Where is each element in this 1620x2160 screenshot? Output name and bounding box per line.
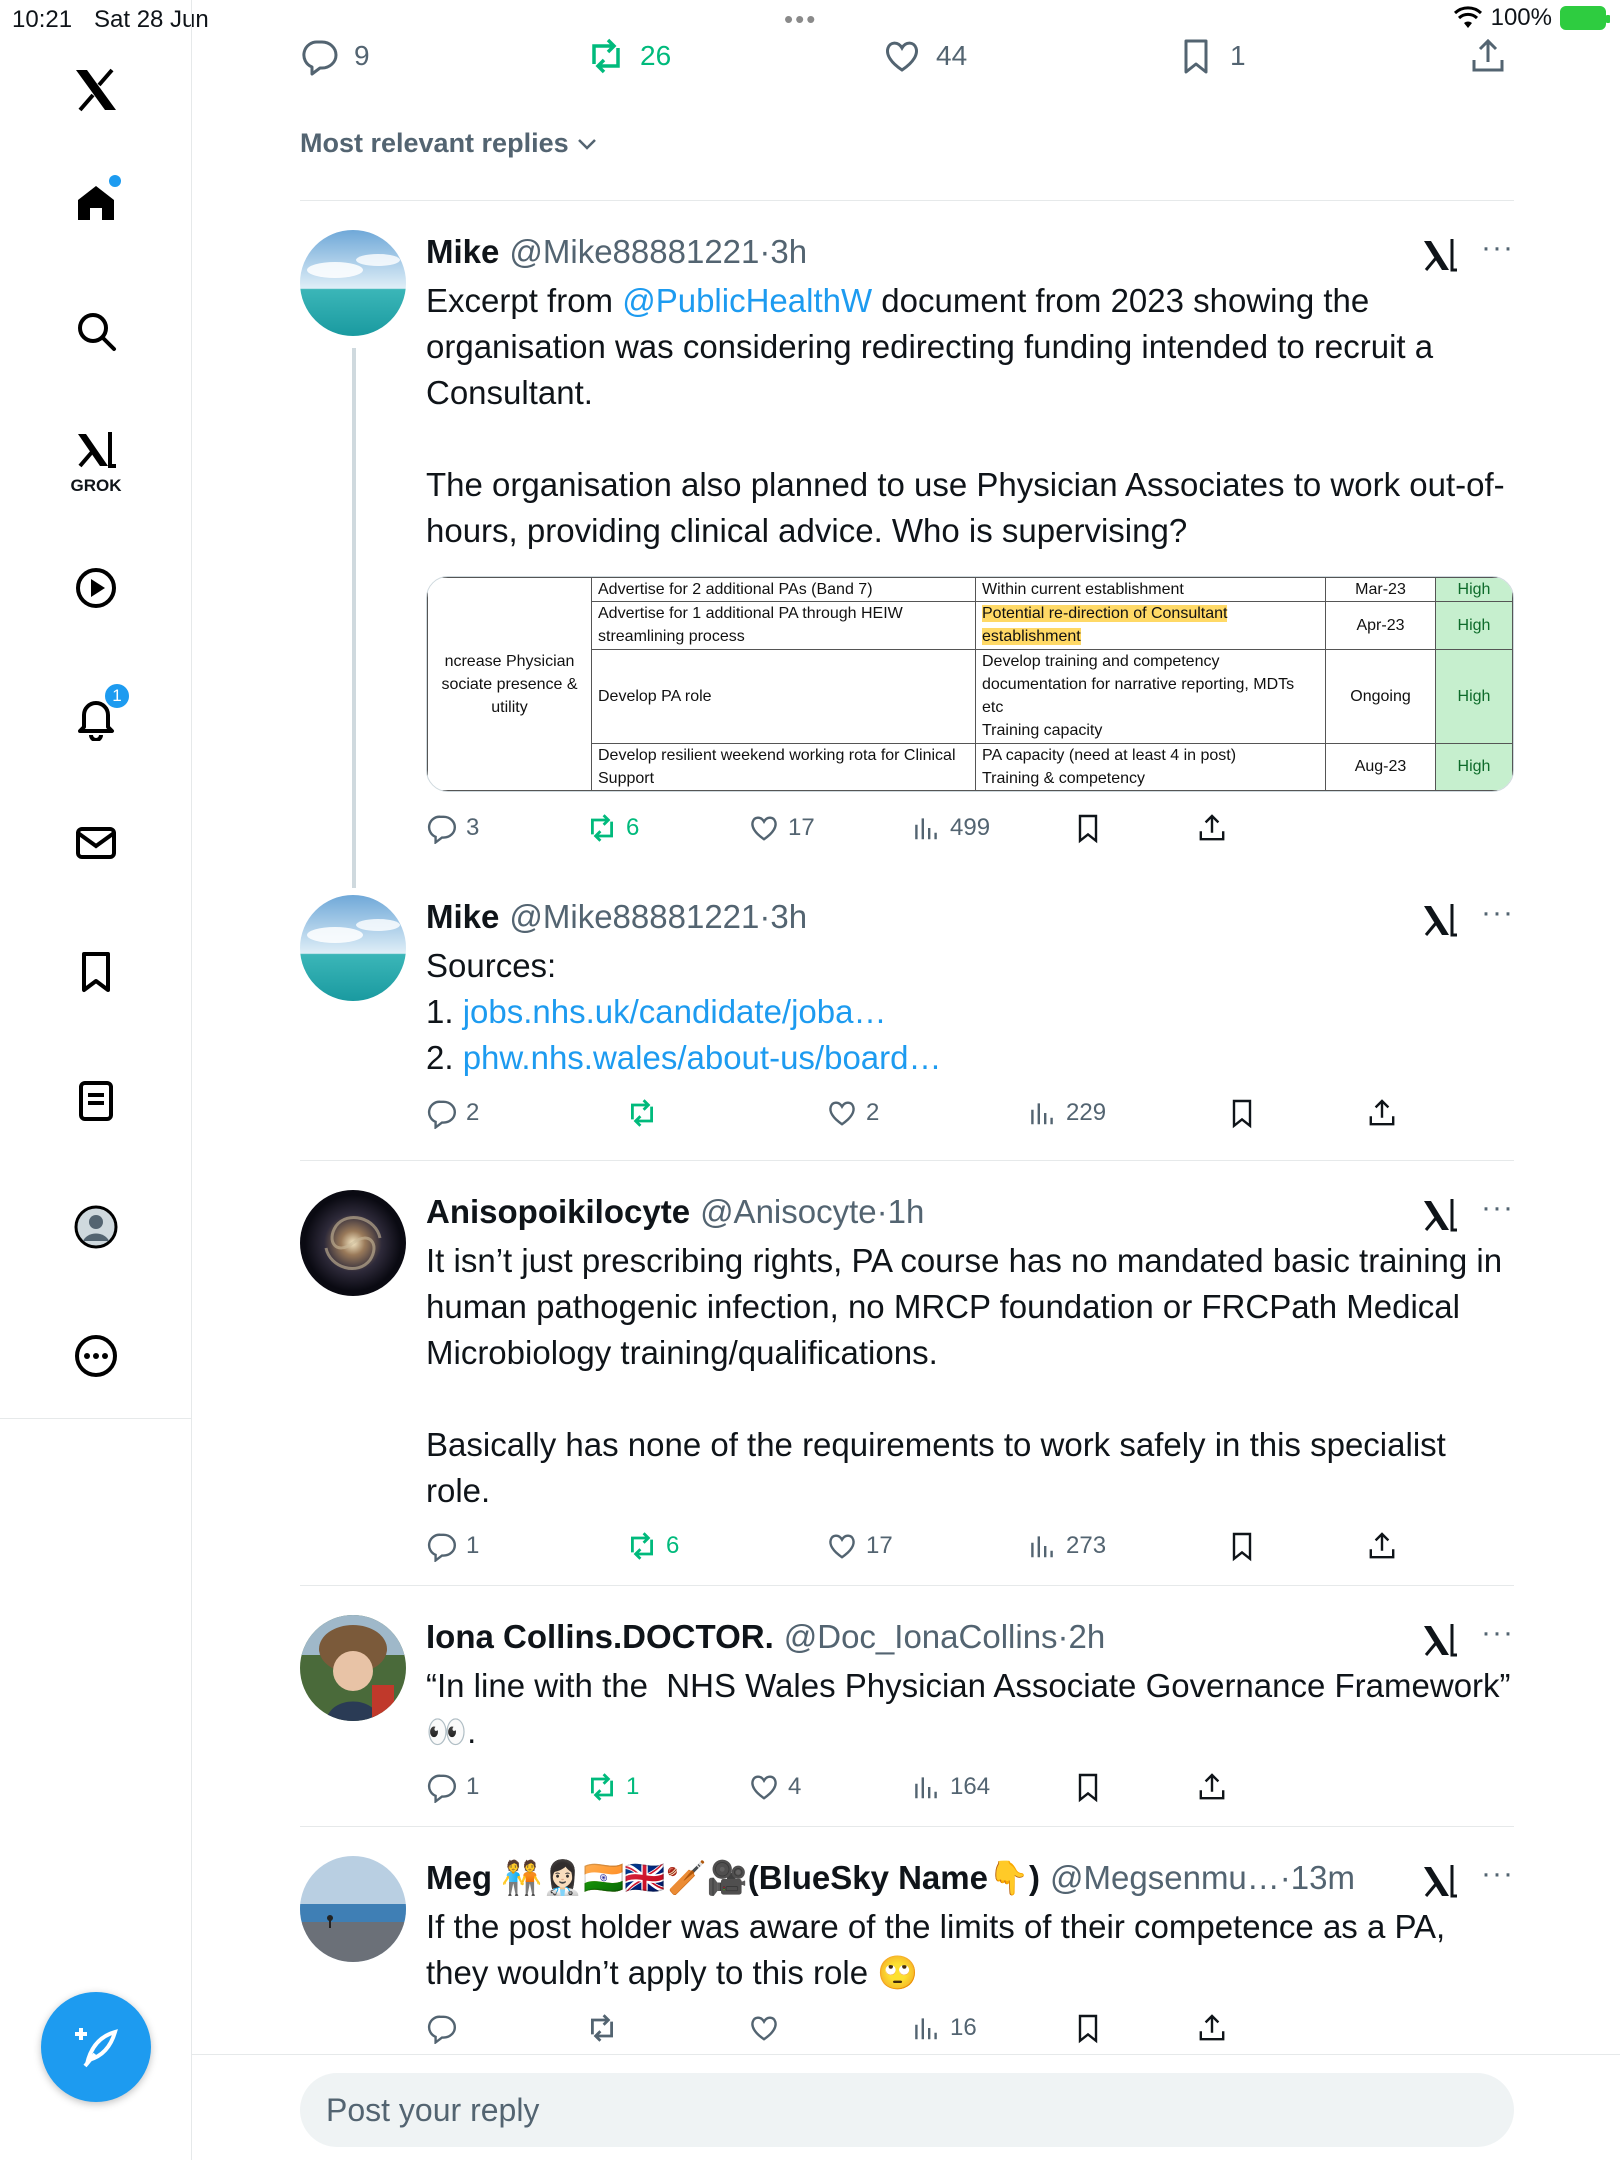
like-button[interactable] xyxy=(826,1097,879,1129)
table-cell: Mar-23 xyxy=(1326,578,1436,602)
reply-button[interactable] xyxy=(426,812,479,844)
post-text xyxy=(426,943,1514,1081)
post-header-icons xyxy=(1421,1191,1514,1234)
author-handle[interactable]: @Mike88881221 xyxy=(509,233,760,270)
post-text-part: Excerpt from xyxy=(426,282,623,319)
like-count: 4 xyxy=(788,1773,802,1800)
author-handle[interactable]: @Megsenmu… xyxy=(1050,1859,1280,1896)
reply-bar xyxy=(192,2054,1620,2160)
repost-icon xyxy=(586,2012,618,2044)
separator xyxy=(300,1160,1514,1161)
table-cell-group: ncrease Physician sociate presence & utility xyxy=(428,578,592,791)
separator xyxy=(300,200,1514,201)
table-cell-priority: High xyxy=(1436,602,1513,649)
more-options-icon[interactable]: ··· xyxy=(1481,1616,1514,1649)
sort-replies-dropdown[interactable] xyxy=(300,128,599,159)
heart-icon xyxy=(826,1530,858,1562)
multitask-dots[interactable]: ••• xyxy=(784,4,818,34)
author-name[interactable]: Mike xyxy=(426,898,500,935)
post-actions xyxy=(426,1771,1514,1817)
status-bar xyxy=(0,0,1620,40)
grok-icon[interactable] xyxy=(61,415,131,485)
share-button[interactable] xyxy=(1366,1097,1398,1129)
sidebar-divider xyxy=(0,1418,192,1419)
reply-count: 2 xyxy=(466,1099,480,1126)
wifi-icon xyxy=(1453,6,1483,30)
like-button[interactable] xyxy=(826,1530,893,1562)
post-header xyxy=(426,230,1514,274)
view-count: 16 xyxy=(950,2014,977,2041)
more-options-icon[interactable]: ··· xyxy=(1481,231,1514,264)
battery-icon xyxy=(1560,6,1606,30)
repost-icon xyxy=(586,812,618,844)
reply-button[interactable] xyxy=(426,1097,479,1129)
source-link[interactable]: jobs.nhs.uk/candidate/joba… xyxy=(462,993,887,1030)
table-cell-highlighted xyxy=(976,602,1326,649)
source-number: 1. xyxy=(426,993,463,1030)
post-header xyxy=(426,1190,1514,1234)
repost-button[interactable] xyxy=(586,812,639,844)
main-share-button[interactable] xyxy=(1468,36,1508,76)
post-header xyxy=(426,1856,1514,1900)
bookmark-icon xyxy=(1072,1771,1104,1803)
post-header-icons xyxy=(1421,231,1514,274)
author-name[interactable]: Iona Collins.DOCTOR. xyxy=(426,1618,774,1655)
bookmark-icon xyxy=(1176,36,1216,76)
bookmark-button[interactable] xyxy=(1072,2012,1104,2044)
grok-explain-icon[interactable] xyxy=(1421,236,1459,274)
post-text: “In line with the NHS Wales Physician Associate Governance Framework” 👀. xyxy=(426,1667,1539,1750)
like-count: 17 xyxy=(788,814,815,841)
view-count: 164 xyxy=(950,1773,991,1800)
repost-count: 6 xyxy=(666,1532,680,1559)
post-time[interactable]: ·13m xyxy=(1279,1859,1355,1896)
search-icon[interactable] xyxy=(61,296,131,366)
post-content xyxy=(426,230,1514,858)
table-cell-priority: High xyxy=(1436,578,1513,602)
table-cell: Aug-23 xyxy=(1326,743,1436,790)
author-handle[interactable]: @Doc_IonaCollins xyxy=(783,1618,1058,1655)
grok-explain-icon[interactable] xyxy=(1421,1196,1459,1234)
heart-icon xyxy=(826,1097,858,1129)
post-time[interactable]: ·3h xyxy=(759,233,808,270)
table-cell: Ongoing xyxy=(1326,649,1436,743)
table-cell: PA capacity (need at least 4 in post) Training & competency xyxy=(976,743,1326,790)
grok-explain-icon[interactable] xyxy=(1421,1862,1459,1900)
mention-link[interactable]: @PublicHealthW xyxy=(622,282,873,319)
reply-input[interactable] xyxy=(300,2073,1514,2147)
post-header xyxy=(426,1615,1514,1659)
view-count: 499 xyxy=(950,814,991,841)
table-cell-priority: High xyxy=(1436,649,1513,743)
share-button[interactable] xyxy=(1196,1771,1228,1803)
post-text: It isn’t just prescribing rights, PA course has no mandated basic training in human pathogenic infection, no MRCP foundation or FRCPath Medical Microbiology training/qualifications. Basically has none of the requirements to work safely in this specialist role. xyxy=(426,1242,1503,1509)
more-options-icon[interactable] xyxy=(61,1321,131,1391)
post-time[interactable]: ·3h xyxy=(759,898,808,935)
share-button[interactable] xyxy=(1196,2012,1228,2044)
post-header xyxy=(426,895,1514,939)
reply-button[interactable] xyxy=(426,1771,479,1803)
view-count: 273 xyxy=(1066,1532,1107,1559)
author-handle[interactable]: @Anisocyte xyxy=(700,1193,877,1230)
bookmark-icon xyxy=(1072,812,1104,844)
share-icon xyxy=(1468,36,1508,76)
home-icon[interactable] xyxy=(61,167,131,237)
reply-bubble-icon xyxy=(426,2012,458,2044)
post-content xyxy=(426,1856,1514,2058)
post-text-part: document from 2023 showing the organisation was considering redirecting funding intended to recruit a Consultant. The organisation also planned to use Physician Associates to work out-of-hours, providing clinical advice. Who is supervising? xyxy=(426,282,1505,549)
lists-icon[interactable] xyxy=(61,1066,131,1136)
post-text: If the post holder was aware of the limits of their competence as a PA, they wouldn’t apply to this role 🙄 xyxy=(426,1908,1455,1991)
repost-button[interactable] xyxy=(626,1530,679,1562)
compose-post-button[interactable] xyxy=(41,1992,151,2102)
thread-line xyxy=(352,348,356,888)
main-like-count: 44 xyxy=(936,40,968,71)
reply-count: 3 xyxy=(466,814,480,841)
views-chart-icon xyxy=(1026,1530,1058,1562)
bookmark-button[interactable] xyxy=(1226,1530,1258,1562)
author-name[interactable]: Anisopoikilocyte xyxy=(426,1193,691,1230)
avatar[interactable] xyxy=(300,1856,406,1962)
repost-button[interactable] xyxy=(626,1097,666,1129)
repost-icon xyxy=(586,1771,618,1803)
feather-plus-icon xyxy=(71,2022,121,2072)
sidebar xyxy=(0,0,192,2160)
sort-label: Most relevant replies xyxy=(300,128,569,158)
share-icon xyxy=(1366,1530,1398,1562)
reply-bubble-icon xyxy=(300,36,340,76)
view-count: 229 xyxy=(1066,1099,1107,1126)
bookmark-button[interactable] xyxy=(1226,1097,1258,1129)
table-cell: Develop resilient weekend working rota for Clinical Support xyxy=(592,743,976,790)
reply-count: 1 xyxy=(466,1773,480,1800)
author-handle[interactable]: @Mike88881221 xyxy=(509,898,760,935)
notifications-bell-icon[interactable] xyxy=(61,682,131,752)
like-count: 17 xyxy=(866,1532,893,1559)
bookmarks-icon[interactable] xyxy=(61,937,131,1007)
repost-icon xyxy=(626,1097,658,1129)
source-number: 2. xyxy=(426,1039,463,1076)
post-time[interactable]: ·2h xyxy=(1057,1618,1106,1655)
profile-avatar-icon[interactable] xyxy=(61,1192,131,1262)
share-button[interactable] xyxy=(1196,812,1228,844)
battery-percent: 100% xyxy=(1490,4,1552,31)
post-header-icons xyxy=(1421,896,1514,939)
views-button[interactable] xyxy=(910,812,990,844)
highlighted-text: Potential re-direction of Consultant establishment xyxy=(982,605,1228,646)
post-content xyxy=(426,895,1514,1143)
share-icon xyxy=(1366,1097,1398,1129)
avatar[interactable] xyxy=(300,1615,406,1721)
main-post-actions xyxy=(300,36,1514,80)
source-line xyxy=(426,1035,1514,1081)
video-play-icon[interactable] xyxy=(61,553,131,623)
like-button[interactable] xyxy=(748,812,815,844)
repost-icon xyxy=(626,1530,658,1562)
reply-count: 1 xyxy=(466,1532,480,1559)
avatar[interactable] xyxy=(300,230,406,336)
share-icon xyxy=(1196,1771,1228,1803)
views-button[interactable] xyxy=(910,2012,977,2044)
bookmark-icon xyxy=(1226,1530,1258,1562)
bookmark-icon xyxy=(1226,1097,1258,1129)
post-header-icons xyxy=(1421,1857,1514,1900)
views-button[interactable] xyxy=(1026,1530,1106,1562)
views-chart-icon xyxy=(910,2012,942,2044)
post-text xyxy=(426,278,1514,554)
status-right xyxy=(1453,4,1606,32)
bookmark-icon xyxy=(1072,2012,1104,2044)
table-cell: Within current establishment xyxy=(976,578,1326,602)
post-content xyxy=(426,1190,1514,1576)
separator xyxy=(300,1826,1514,1827)
main-bookmark-count: 1 xyxy=(1230,40,1246,71)
repost-icon xyxy=(586,36,626,76)
more-options-icon[interactable]: ··· xyxy=(1481,1191,1514,1224)
reply-button[interactable] xyxy=(426,1530,479,1562)
grok-explain-icon[interactable] xyxy=(1421,901,1459,939)
share-button[interactable] xyxy=(1366,1530,1398,1562)
bookmark-button[interactable] xyxy=(1072,1771,1104,1803)
post-actions xyxy=(426,1530,1514,1576)
repost-button[interactable] xyxy=(586,2012,626,2044)
grok-label[interactable]: GROK xyxy=(70,476,122,495)
table-cell: Advertise for 1 additional PA through HEIW streamlining process xyxy=(592,602,976,649)
post-content xyxy=(426,1615,1539,1817)
x-logo-icon[interactable] xyxy=(61,55,131,125)
attached-image-table[interactable] xyxy=(426,576,1514,792)
main-repost-count: 26 xyxy=(640,40,672,71)
views-button[interactable] xyxy=(910,1771,990,1803)
more-options-icon[interactable]: ··· xyxy=(1481,1857,1514,1890)
plan-table xyxy=(427,577,1513,791)
like-button[interactable] xyxy=(748,1771,801,1803)
views-chart-icon xyxy=(1026,1097,1058,1129)
repost-button[interactable] xyxy=(586,1771,639,1803)
heart-icon xyxy=(748,1771,780,1803)
main-reply-count: 9 xyxy=(354,40,370,71)
table-cell: Advertise for 2 additional PAs (Band 7) xyxy=(592,578,976,602)
heart-icon xyxy=(748,2012,780,2044)
post-time[interactable]: ·1h xyxy=(876,1193,925,1230)
reply-bubble-icon xyxy=(426,1530,458,1562)
source-link[interactable]: phw.nhs.wales/about-us/board… xyxy=(462,1039,942,1076)
main-repost-button[interactable] xyxy=(586,36,671,76)
like-count: 2 xyxy=(866,1099,880,1126)
author-name[interactable]: Meg 🧑‍🤝‍🧑👩🏻‍⚕️🇮🇳🇬🇧🏏🎥(BlueSky Name👇) xyxy=(426,1858,1041,1896)
post-actions xyxy=(426,1097,1514,1143)
share-icon xyxy=(1196,2012,1228,2044)
table-cell: Apr-23 xyxy=(1326,602,1436,649)
repost-count: 6 xyxy=(626,814,640,841)
post-actions xyxy=(426,2012,1514,2058)
repost-count: 1 xyxy=(626,1773,640,1800)
avatar[interactable] xyxy=(300,1190,406,1296)
reply-bubble-icon xyxy=(426,1097,458,1129)
main-reply-button[interactable] xyxy=(300,36,370,76)
main-bookmark-button[interactable] xyxy=(1176,36,1246,76)
views-button[interactable] xyxy=(1026,1097,1106,1129)
share-icon xyxy=(1196,812,1228,844)
heart-icon xyxy=(748,812,780,844)
sources-label: Sources: xyxy=(426,947,557,984)
post-header-icons xyxy=(1421,1616,1514,1659)
source-line xyxy=(426,989,1514,1035)
like-button[interactable] xyxy=(748,2012,788,2044)
notifications-badge: 1 xyxy=(103,682,131,710)
messages-envelope-icon[interactable] xyxy=(61,808,131,878)
grok-explain-icon[interactable] xyxy=(1421,1621,1459,1659)
post-actions xyxy=(426,812,1514,858)
avatar[interactable] xyxy=(300,895,406,1001)
chevron-down-icon xyxy=(575,132,599,156)
views-chart-icon xyxy=(910,1771,942,1803)
table-cell-priority: High xyxy=(1436,743,1513,790)
reply-bubble-icon xyxy=(426,1771,458,1803)
table-cell: Develop PA role xyxy=(592,649,976,743)
separator xyxy=(300,1585,1514,1586)
status-time: 10:21 xyxy=(12,6,73,33)
more-options-icon[interactable]: ··· xyxy=(1481,896,1514,929)
home-dot-badge xyxy=(109,175,121,187)
main-like-button[interactable] xyxy=(882,36,967,76)
reply-bubble-icon xyxy=(426,812,458,844)
table-row xyxy=(428,578,1513,602)
views-chart-icon xyxy=(910,812,942,844)
reply-button[interactable] xyxy=(426,2012,466,2044)
bookmark-button[interactable] xyxy=(1072,812,1104,844)
table-cell: Develop training and competency documentation for narrative reporting, MDTs etc Training capacity xyxy=(976,649,1326,743)
status-date: Sat 28 Jun xyxy=(94,6,209,33)
author-name[interactable]: Mike xyxy=(426,233,500,270)
heart-icon xyxy=(882,36,922,76)
